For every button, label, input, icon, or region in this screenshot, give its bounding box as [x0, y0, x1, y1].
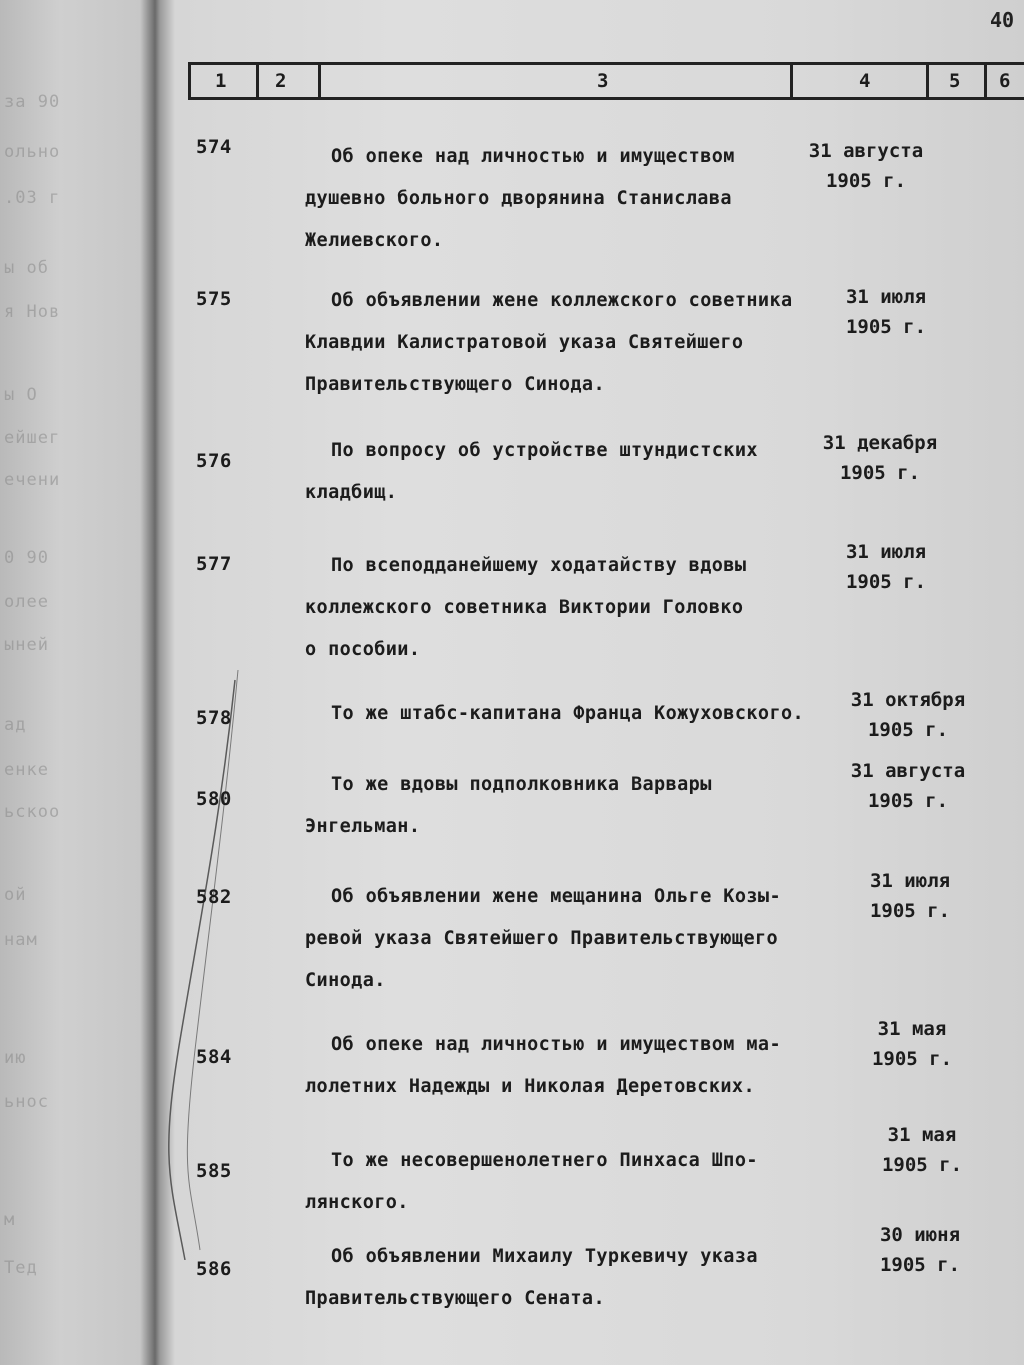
entry-number: 576	[196, 450, 232, 472]
entry-date	[820, 866, 1000, 926]
entry-title-line: Синода.	[305, 970, 386, 991]
entry-date	[832, 1120, 1012, 1180]
entry-title-line: лянского.	[305, 1192, 409, 1213]
ghost-text: ечени	[4, 470, 61, 490]
entry-date	[830, 1220, 1010, 1280]
entry-number: 577	[196, 553, 232, 575]
entry-title-line: Об опеке над личностью и имуществом	[331, 146, 735, 167]
ghost-text: за 90	[4, 92, 61, 112]
entry-date	[776, 136, 956, 196]
ghost-text: олее	[4, 592, 49, 612]
entry-title	[305, 693, 825, 735]
ghost-text: ейшег	[4, 428, 61, 448]
left-page-bleed	[0, 0, 150, 1365]
entry-number: 586	[196, 1258, 232, 1280]
entry-date-day: 31 мая	[887, 1124, 957, 1146]
entry-date-year: 1905 г.	[825, 170, 907, 192]
entry-date-day: 31 августа	[808, 140, 924, 162]
entry-title	[305, 876, 825, 1002]
entry-title-line: Об объявлении Михаилу Туркевичу указа	[331, 1246, 758, 1267]
entry-date-year: 1905 г.	[871, 1048, 953, 1070]
entry-number: 584	[196, 1046, 232, 1068]
entry-date-year: 1905 г.	[839, 462, 921, 484]
ghost-text: енке	[4, 760, 49, 780]
entry-date	[822, 1014, 1002, 1074]
entry-title-line: душевно больного дворянина Станислава	[305, 188, 732, 209]
entry-title-line: То же вдовы подполковника Варвары	[331, 774, 712, 795]
entry-title-line: Клавдии Калистратовой указа Святейшего	[305, 332, 744, 353]
ghost-text: ой	[4, 885, 27, 905]
entry-date	[796, 282, 976, 342]
entry-title-line: кладбищ.	[305, 482, 398, 503]
header-col-5: 5	[949, 70, 961, 92]
entry-title-line: Правительствующего Синода.	[305, 374, 605, 395]
entry-date-year: 1905 г.	[845, 316, 927, 338]
entry-number: 574	[196, 136, 232, 158]
ghost-text: ыней	[4, 635, 49, 655]
entry-date-year: 1905 г.	[881, 1154, 963, 1176]
ghost-text: м	[4, 1210, 16, 1230]
entry-date-year: 1905 г.	[867, 719, 949, 741]
entry-title-line: Желиевского.	[305, 230, 444, 251]
entry-title-line: То же несовершенолетнего Пинхаса Шпо-	[331, 1150, 758, 1171]
entry-number: 582	[196, 886, 232, 908]
header-col-2: 2	[275, 70, 287, 92]
entry-date	[818, 685, 998, 745]
ghost-text: ольно	[4, 142, 61, 162]
ghost-text: ьнос	[4, 1092, 49, 1112]
header-cell	[926, 65, 984, 97]
entry-title-line: По всеподданейшему ходатайству вдовы	[331, 555, 747, 576]
entry-date-day: 31 июля	[845, 286, 927, 308]
header-col-3: 3	[597, 70, 609, 92]
header-cell	[790, 65, 926, 97]
entry-title	[305, 1236, 825, 1320]
entry-date	[796, 537, 976, 597]
entry-title	[305, 280, 825, 406]
entry-title-line: Об объявлении жене мещанина Ольге Козы-	[331, 886, 781, 907]
entry-date	[790, 428, 970, 488]
entry-date-year: 1905 г.	[867, 790, 949, 812]
header-col-4: 4	[859, 70, 871, 92]
entry-date-year: 1905 г.	[845, 571, 927, 593]
entry-date-day: 31 августа	[850, 760, 966, 782]
entry-title	[305, 1140, 825, 1224]
header-cell	[318, 65, 790, 97]
entry-title	[305, 764, 825, 848]
header-cell	[984, 65, 1024, 97]
entry-title	[305, 1024, 825, 1108]
page-number: 40	[990, 8, 1015, 32]
header-col-1: 1	[215, 70, 227, 92]
entry-number: 575	[196, 288, 232, 310]
ghost-text: Тед	[4, 1258, 38, 1278]
entry-title	[305, 136, 825, 262]
entry-date-day: 30 июня	[879, 1224, 961, 1246]
entry-title-line: лолетних Надежды и Николая Деретовских.	[305, 1076, 755, 1097]
header-cell	[188, 65, 256, 97]
entry-title-line: То же штабс-капитана Франца Кожуховского.	[331, 703, 805, 724]
entry-date-day: 31 октября	[850, 689, 966, 711]
header-cell	[256, 65, 318, 97]
ghost-text: ы об	[4, 258, 49, 278]
entry-date-day: 31 мая	[877, 1018, 947, 1040]
ghost-text: ы О	[4, 385, 38, 405]
entry-title-line: о пособии.	[305, 639, 421, 660]
entry-title-line: Энгельман.	[305, 816, 421, 837]
entry-title	[305, 545, 825, 671]
ghost-text: я Нов	[4, 302, 61, 322]
entry-title-line: ревой указа Святейшего Правительствующего	[305, 928, 779, 949]
ghost-text: ад	[4, 715, 27, 735]
entry-date-year: 1905 г.	[869, 900, 951, 922]
entry-title-line: Об объявлении жене коллежского советника	[331, 290, 793, 311]
table-header	[188, 62, 1024, 100]
entry-date	[818, 756, 998, 816]
entry-number: 578	[196, 707, 232, 729]
entry-title-line: Правительствующего Сената.	[305, 1288, 605, 1309]
ghost-text: ию	[4, 1048, 27, 1068]
entry-date-year: 1905 г.	[879, 1254, 961, 1276]
entry-date-day: 31 июля	[869, 870, 951, 892]
entry-number: 580	[196, 788, 232, 810]
entry-number: 585	[196, 1160, 232, 1182]
header-col-6: 6	[999, 70, 1011, 92]
entry-title-line: Об опеке над личностью и имуществом ма-	[331, 1034, 781, 1055]
entry-title-line: коллежского советника Виктории Головко	[305, 597, 744, 618]
ghost-text: .03 г	[4, 188, 61, 208]
entry-date-day: 31 декабря	[822, 432, 938, 454]
ghost-text: нам	[4, 930, 38, 950]
entry-title-line: По вопросу об устройстве штундистских	[331, 440, 758, 461]
ghost-text: ьскоо	[4, 802, 61, 822]
entry-date-day: 31 июля	[845, 541, 927, 563]
ghost-text: 0 90	[4, 548, 49, 568]
entry-title	[305, 430, 825, 514]
